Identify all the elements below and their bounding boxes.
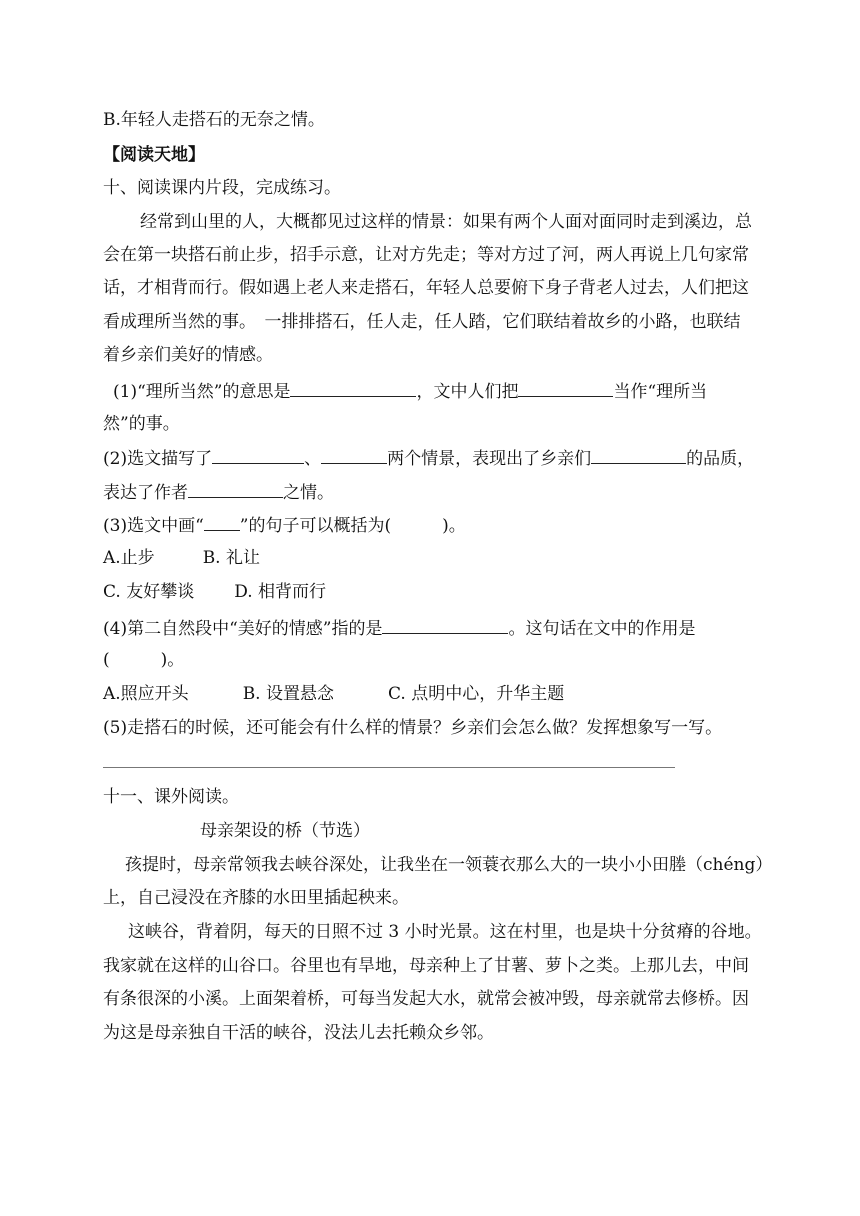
option-3b: B. 礼让: [202, 548, 260, 568]
article-line-6: 为这是母亲独自干活的峡谷，没法儿去托赖众乡邻。: [103, 1023, 494, 1043]
passage-line-2: 会在第一块搭石前止步，招手示意，让对方先走；等对方过了河，两人再说上几句家常: [103, 245, 749, 265]
question-4-line-2: ( )。: [103, 650, 185, 670]
question-3-line: [103, 512, 466, 536]
question-2-text-e: 表达了作者: [103, 483, 188, 503]
option-4a: A.照应开头: [103, 684, 189, 704]
underline-mark: [204, 512, 240, 531]
answer-line[interactable]: [103, 767, 675, 768]
question-2-text-c: 两个情景，表现出了乡亲们: [387, 449, 592, 469]
passage-line-3: 话，才相背而行。假如遇上老人来走搭石，年轻人总要俯下身子背老人过去，人们把这: [103, 278, 749, 298]
question-11-title: 十一、课外阅读。: [103, 787, 239, 807]
answer-blank-4[interactable]: [382, 615, 508, 634]
question-4-text-b: 。这句话在文中的作用是: [508, 619, 696, 639]
question-3-options-cd: [103, 580, 326, 604]
option-b-line: B.年轻人走搭石的无奈之情。: [103, 110, 325, 130]
question-3-text-a: (3)选文中画“: [103, 516, 204, 536]
answer-blank-2a[interactable]: [212, 445, 304, 464]
question-4-text-a: (4)第二自然段中“美好的情感”指的是: [103, 619, 383, 639]
question-10-title: 十、阅读课内片段，完成练习。: [103, 178, 341, 198]
answer-blank-2d[interactable]: [188, 479, 283, 498]
passage-line-4: 看成理所当然的事。 一排排搭石，任人走，任人踏，它们联结着故乡的小路，也联结: [103, 312, 741, 332]
article-line-1: 孩提时，母亲常领我去峡谷深处，让我坐在一领蓑衣那么大的一块小小田塍（chéng）: [125, 855, 773, 875]
article-line-5: 有条很深的小溪。上面架着桥，可每当发起大水，就常会被冲毁，母亲就常去修桥。因: [103, 989, 749, 1009]
article-line-2: 上，自己浸没在齐膝的水田里插起秧来。: [103, 888, 409, 908]
question-2-text-f: 之情。: [283, 483, 334, 503]
question-2-text-d: 的品质，: [686, 449, 755, 469]
question-5-line: (5)走搭石的时候，还可能会有什么样的情景？乡亲们会怎么做？发挥想象写一写。: [103, 718, 723, 738]
question-1-line: [113, 378, 707, 402]
option-4c: C. 点明中心，升华主题: [388, 684, 565, 704]
option-4b: B. 设置悬念: [242, 684, 334, 704]
answer-blank-1b[interactable]: [518, 378, 613, 397]
question-2-text-b: 、: [304, 449, 322, 469]
question-4-options: [103, 682, 564, 706]
answer-blank-2b[interactable]: [321, 445, 387, 464]
option-3d: D. 相背而行: [234, 582, 327, 602]
question-3-options-ab: [103, 546, 260, 570]
article-line-3: 这峡谷，背着阴，每天的日照不过 3 小时光景。这在村里，也是块十分贫瘠的谷地。: [128, 922, 762, 942]
question-2-line-2: [103, 479, 334, 503]
question-1-text-c: 当作“理所当: [613, 382, 708, 402]
passage-line-1: 经常到山里的人，大概都见过这样的情景：如果有两个人面对面同时走到溪边，总: [140, 212, 752, 232]
article-line-4: 我家就在这样的山谷口。谷里也有旱地，母亲种上了甘薯、萝卜之类。上那儿去，中间: [103, 956, 749, 976]
question-2-text-a: (2)选文描写了: [103, 449, 213, 469]
question-1-line-2: 然”的事。: [103, 414, 180, 434]
option-3c: C. 友好攀谈: [103, 582, 195, 602]
passage-line-5: 着乡亲们美好的情感。: [103, 345, 273, 365]
question-4-line: [103, 615, 695, 639]
question-2-line: [103, 445, 754, 469]
section-heading-reading: 【阅读天地】: [103, 145, 205, 165]
answer-blank-1a[interactable]: [290, 378, 416, 397]
option-3a: A.止步: [103, 548, 155, 568]
question-3-text-b: ”的句子可以概括为( )。: [239, 516, 466, 536]
answer-blank-2c[interactable]: [591, 445, 686, 464]
article-title: 母亲架设的桥（节选）: [200, 821, 370, 841]
question-1-text-b: ，文中人们把: [416, 382, 519, 402]
question-1-text-a: (1)“理所当然”的意思是: [113, 382, 291, 402]
